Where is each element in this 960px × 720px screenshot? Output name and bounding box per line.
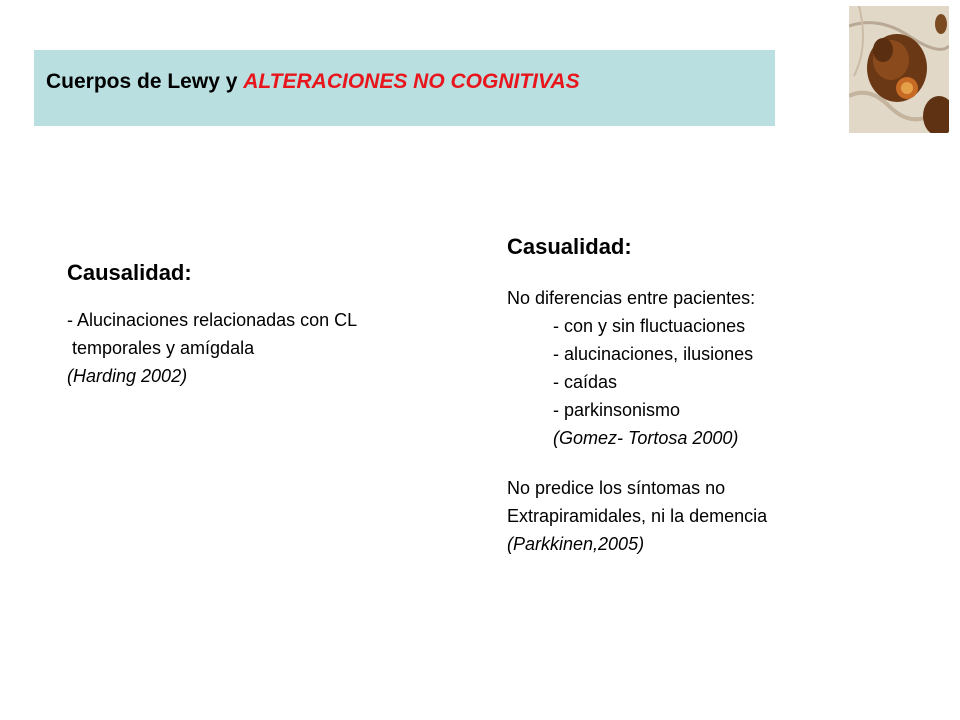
title-plain: Cuerpos de Lewy y xyxy=(46,70,244,93)
casualidad-heading: Casualidad: xyxy=(507,234,632,259)
title-bar xyxy=(34,50,775,126)
casualidad-citation-1: (Gomez- Tortosa 2000) xyxy=(553,428,739,448)
casualidad-intro: No diferencias entre pacientes: xyxy=(507,288,756,308)
casualidad-para-line-1: No predice los síntomas no xyxy=(507,478,726,498)
title-accent: ALTERACIONES NO COGNITIVAS xyxy=(243,70,580,93)
slide-title xyxy=(46,70,580,94)
casualidad-column xyxy=(507,232,947,558)
casualidad-item: - parkinsonismo xyxy=(553,400,681,420)
causalidad-line-1: - Alucinaciones relacionadas con CL xyxy=(67,310,358,330)
causalidad-citation: (Harding 2002) xyxy=(67,366,188,386)
casualidad-item: - con y sin fluctuaciones xyxy=(553,316,746,336)
causalidad-column xyxy=(67,258,467,390)
casualidad-para-line-2: Extrapiramidales, ni la demencia xyxy=(507,506,768,526)
casualidad-item: - caídas xyxy=(553,372,618,392)
casualidad-citation-2: (Parkkinen,2005) xyxy=(507,534,645,554)
causalidad-line-2: temporales y amígdala xyxy=(67,338,255,358)
causalidad-heading: Causalidad: xyxy=(67,260,192,285)
casualidad-item: - alucinaciones, ilusiones xyxy=(553,344,754,364)
lewy-body-micrograph-icon xyxy=(849,6,949,133)
